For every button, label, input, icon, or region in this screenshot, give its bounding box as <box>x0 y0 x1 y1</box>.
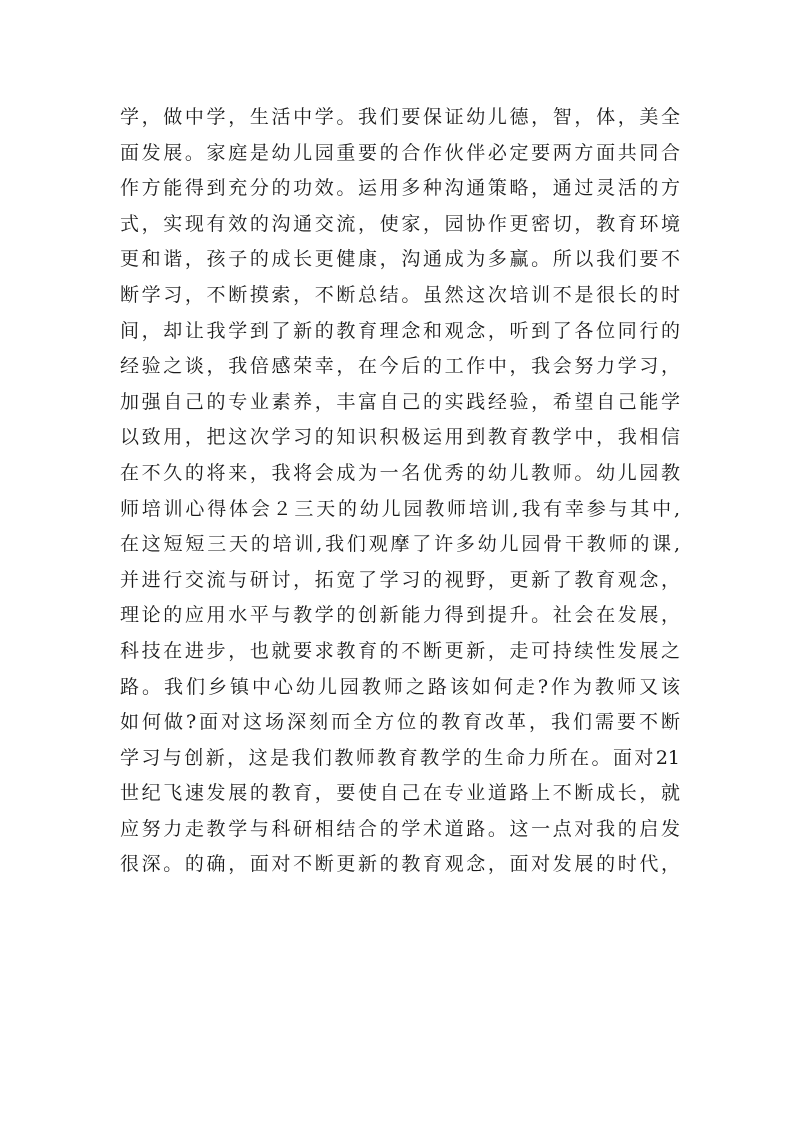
text-line: 在不久的将来，我将会成为一名优秀的幼儿教师。幼儿园教 <box>120 461 680 484</box>
text-line: 以致用，把这次学习的知识积极运用到教育教学中，我相信 <box>120 426 680 449</box>
text-line: 理论的应用水平与教学的创新能力得到提升。社会在发展， <box>120 604 680 627</box>
text-line: 作方能得到充分的功效。运用多种沟通策略，通过灵活的方 <box>120 177 680 200</box>
text-line: 路。我们乡镇中心幼儿园教师之路该如何走?作为教师又该 <box>120 675 680 698</box>
text-line: 世纪飞速发展的教育，要使自己在专业道路上不断成长，就 <box>120 782 680 805</box>
body-text <box>120 100 680 883</box>
text-line: 加强自己的专业素养，丰富自己的实践经验，希望自己能学 <box>120 390 680 413</box>
text-line: 断学习，不断摸索，不断总结。虽然这次培训不是很长的时 <box>120 283 680 306</box>
text-line: 如何做?面对这场深刻而全方位的教育改革，我们需要不断 <box>120 711 680 734</box>
text-line: 学习与创新，这是我们教师教育教学的生命力所在。面对21 <box>120 746 680 769</box>
text-line: 式，实现有效的沟通交流，使家，园协作更密切，教育环境 <box>120 212 680 235</box>
text-line: 经验之谈，我倍感荣幸，在今后的工作中，我会努力学习， <box>120 355 680 378</box>
text-line: 科技在进步，也就要求教育的不断更新，走可持续性发展之 <box>120 639 680 662</box>
text-line: 并进行交流与研讨，拓宽了学习的视野，更新了教育观念， <box>120 568 680 591</box>
text-line: 师培训心得体会２三天的幼儿园教师培训,我有幸参与其中, <box>120 497 680 520</box>
text-line: 应努力走教学与科研相结合的学术道路。这一点对我的启发 <box>120 817 680 840</box>
text-line: 学，做中学，生活中学。我们要保证幼儿德，智，体，美全 <box>120 106 680 128</box>
text-line: 在这短短三天的培训,我们观摩了许多幼儿园骨干教师的课, <box>120 533 680 556</box>
text-line: 更和谐，孩子的成长更健康，沟通成为多赢。所以我们要不 <box>120 248 680 271</box>
text-line: 很深。的确，面对不断更新的教育观念，面对发展的时代， <box>120 853 680 876</box>
text-line: 面发展。家庭是幼儿园重要的合作伙伴必定要两方面共同合 <box>120 141 680 164</box>
text-line: 间，却让我学到了新的教育理念和观念，听到了各位同行的 <box>120 319 680 342</box>
